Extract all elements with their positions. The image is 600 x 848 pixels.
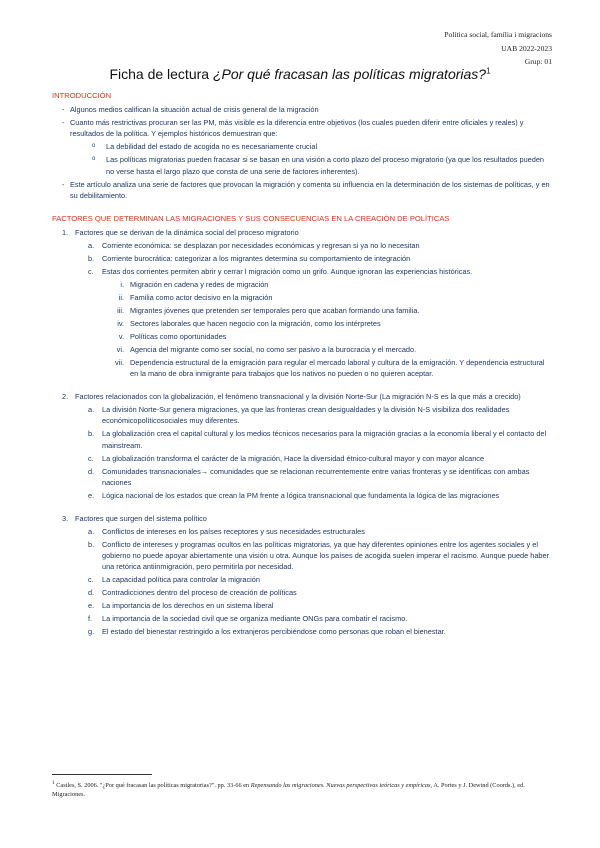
list-item: iv. Sectores laborales que hacen negocio con la migración, como los intérpretes: [117, 319, 381, 329]
list-item: - Este artículo analiza una serie de factores que provocan la migración y comenta su influencia en la determinación de los sistemas de políticas, y en su debilitamiento.: [52, 179, 550, 201]
title-footnote-ref: 1: [486, 66, 491, 76]
footnote-separator: [52, 774, 152, 775]
list-item: a. La división Norte-Sur genera migraciones, ya que las fronteras crean desigualdades y la división N-S visibiliza dos realidades económicopolíticosociales muy diferentes.: [88, 405, 510, 426]
header-year: UAB 2022-2023: [501, 43, 552, 53]
list-item: g. El estado del bienestar restringido a los extranjeros percibiéndose como personas que roban el bienestar.: [88, 627, 446, 637]
header-group: Grup: 01: [524, 57, 552, 66]
list-item: o La debilidad del estado de acogida no es necesariamente crucial: [92, 142, 318, 152]
list-item: b. Corriente burocrática: categorizar a los migrantes determina su comportamiento de integración: [88, 254, 411, 264]
section-heading-intro: INTRODUCCIÓN: [52, 91, 112, 100]
list-item: a. Conflictos de intereses en los países receptores y sus necesidades estructurales: [88, 526, 365, 536]
footnote-text-2: , A. Portes y J. Dewind (Coords.), ed. Migraciones.: [52, 782, 525, 799]
list-item: c. La capacidad política para controlar la migración: [88, 575, 260, 585]
factor-2: 2. Factores relacionados con la globalización, el fenómeno transnacional y la división Norte-Sur (La migración N-S es la que más a crecido): [62, 392, 521, 402]
list-item: - Algunos medios califican la situación actual de crisis general de la migración: [52, 104, 550, 115]
footnote-book-title: Repensando las migraciones. Nuevas perspectivas teóricas y empíricas: [250, 782, 431, 790]
list-item: d. Contradicciones dentro del proceso de creación de políticas: [88, 588, 297, 598]
list-item: d. Comunidades transnacionales→ comunidades que se relacionan recurrentemente entre varias fronteras y se identificas con ambas naciones: [88, 466, 530, 487]
list-item: a. Corriente económica: se desplazan por necesidades económicas y regresan si ya no lo necesitan: [88, 241, 420, 251]
list-item: f. La importancia de la sociedad civil que se organiza mediante ONGs para combatir el racismo.: [88, 614, 408, 624]
circle-bullet: o: [92, 156, 96, 163]
list-item: e. La importancia de los derechos en un sistema liberal: [88, 601, 274, 611]
list-item: v. Políticas como oportunidades: [118, 332, 227, 342]
list-item: ii. Familia como actor decisivo en la migración: [118, 293, 273, 303]
list-item: c. La globalización transforma el carácter de la migración, Hace la diversidad étnico-cultural mayor y con mayor alcance: [88, 453, 485, 463]
factor-3: 3. Factores que surgen del sistema político: [62, 513, 207, 523]
document-body: [52, 90, 550, 639]
footnote: [52, 779, 552, 799]
list-item: vi. Agencia del migrante como ser social, no como ser pasivo a la burocracia y el mercado.: [116, 345, 417, 355]
title-italic: ¿Por qué fracasan las políticas migratorias?: [212, 66, 487, 82]
title-prefix: Ficha de lectura: [109, 66, 213, 82]
list-item: b. Conflicto de intereses y programas ocultos en las políticas migratorias, ya que hay diferentes opiniones entre los agentes sociales y el gobierno no puede apoyar abiertamente una visión u otra. Aunque los países de acogida suelen imperar el racismo. Aunque puede haber una retórica antiinmigración, pero permitirla por necesidad.: [88, 539, 550, 572]
list-item: b. La globalización crea el capital cultural y los medios técnicos necesarios para la migración gracias a la economía liberal y el contacto del mainstream.: [88, 429, 547, 450]
header-course: Política social, família i migracions: [444, 30, 552, 39]
list-item: c. Estas dos corrientes permiten abrir y cerrar l migración como un grifo. Aunque ignoran las experiencias históricas.: [88, 267, 473, 277]
list-item: vii. Dependencia estructural de la emigración para regular el mercado laboral y cultura de la emigración. Y dependencia estructural en la mano de obra inmigrante para trabajos que los nativos no pueden o no quieren aceptar.: [115, 358, 545, 379]
dash-bullet: -: [62, 179, 65, 189]
page-title: [0, 66, 600, 82]
list-item: e. Lógica nacional de los estados que crean la PM frente a lógica transnacional que fundamenta la lógica de las migraciones: [88, 490, 500, 500]
list-item: o Las políticas migratorias pueden fracasar si se basan en una visión a corto plazo del proceso migratorio (ya que los resultados pueden no verse hasta el largo plazo que consta de una serie de factores inherentes).: [92, 155, 545, 176]
list-item: i. Migración en cadena y redes de migración: [120, 280, 269, 290]
footnote-text-1: Castles, S. 2006. "¿Por qué fracasan las políticas migratorias?". pp. 33-66 en: [56, 782, 251, 790]
section-heading-factors: FACTORES QUE DETERMINAN LAS MIGRACIONES Y SUS CONSECUENCIAS EN LA CREACIÓN DE POLÍTICAS: [52, 213, 450, 223]
page-header: [444, 28, 552, 69]
dash-bullet: -: [62, 118, 65, 128]
dash-bullet: -: [62, 105, 65, 115]
list-item: - Cuanto más restrictivas procuran ser las PM, más visible es la diferencia entre objetivos (los cuales pueden diferir entre oficiales y reales) y resultados de la política. Y ejemplos históricos demuestran que:: [52, 117, 550, 139]
factor-1: 1. Factores que se derivan de la dinámica social del proceso migratorio: [62, 228, 299, 238]
circle-bullet: o: [92, 143, 96, 150]
footnote-number: 1: [52, 780, 55, 786]
list-item: iii. Migrantes jóvenes que pretenden ser temporales pero que acaban formando una familia.: [117, 306, 420, 316]
